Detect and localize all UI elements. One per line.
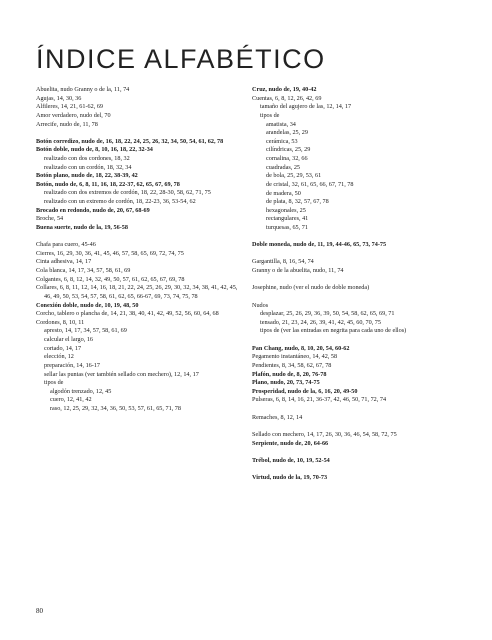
index-subentry: desplazar, 25, 26, 29, 36, 39, 50, 54, 58, 62, 65, 69, 71 [260,310,395,318]
index-entry: Cola blanca, 14, 17, 34, 57, 58, 61, 69 [36,267,131,275]
index-entry: Conexión doble, nudo de, 10, 19, 48, 50 [36,301,139,309]
index-spacer [252,405,467,414]
index-entry: Buena suerte, nudo de la, 19, 56-58 [36,223,128,231]
index-spacer [252,233,467,242]
index-entry: Abuelita, nudo Granny o de la, 11, 74 [36,86,130,93]
page-number: 80 [36,607,43,615]
index-entry: Pendientes, 8, 34, 58, 62, 67, 78 [252,361,332,369]
index-subentry: raso, 12, 25, 29, 32, 34, 36, 50, 53, 57, 61, 65, 71, 78 [50,405,181,413]
index-subentry: de cristal, 32, 61, 65, 66, 67, 71, 78 [266,180,354,188]
index-subentry: cortado, 14, 17 [44,344,82,352]
index-entry: Remaches, 8, 12, 14 [252,413,303,421]
index-subentry: realizado con un cordón, 18, 32, 34 [44,163,132,171]
index-subentry: turquesas, 65, 71 [266,224,308,231]
index-subentry: de bola, 25, 29, 53, 61 [266,172,322,180]
index-subentry: realizado con dos cordones, 18, 32 [44,154,130,162]
index-entry: Collares, 6, 8, 11, 12, 14, 16, 18, 21, 22, 24, 25, 26, 29, 30, 32, 34, 38, 41, 42, 45, 46, 49, 50, 53, 54, 57, 58, 61, 62, 65, 66-67, 69, 73, 74, 75, 78 [36,284,238,300]
index-entry: Cruz, nudo de, 19, 40-42 [252,86,317,93]
index-subentry: cornalina, 32, 66 [266,155,308,162]
index-entry: Prosperidad, nudo de la, 6, 16, 20, 49-50 [252,387,358,395]
index-entry: Amor verdadero, nudo del, 70 [36,111,111,119]
index-spacer [252,448,467,457]
index-spacer [252,336,467,345]
index-entry: Botón, nudo de, 6, 8, 11, 16, 18, 22-37, 62, 65, 67, 69, 78 [36,180,180,188]
index-entry: Arrecife, nudo de, 11, 78 [36,120,98,128]
index-subentry: cerámica, 53 [266,137,298,145]
index-entry: Broche, 54 [36,215,64,223]
index-entry: Josephine, nudo (ver el nudo de doble moneda) [252,284,370,292]
index-subentry: amatista, 34 [266,120,296,128]
index-entry: Plafón, nudo de, 8, 20, 76-78 [252,370,327,378]
page-title: ÍNDICE ALFABÉTICO [36,44,326,74]
index-subentry: tamaño del agujero de las, 12, 14, 17 [260,103,352,111]
index-entry: Botón plano, nudo de, 18, 22, 38-39, 42 [36,172,138,180]
index-entry: Gargantilla, 8, 16, 54, 74 [252,258,314,266]
index-entry: Plano, nudo, 20, 73, 74-75 [252,379,320,387]
index-subentry: tensado, 21, 23, 24, 26, 39, 41, 42, 45, 60, 70, 75 [260,318,381,326]
index-entry: Pegamento instantáneo, 14, 42, 58 [252,353,338,361]
index-subentry: cilíndricas, 25, 29 [266,146,311,154]
index-subentry: preparación, 14, 16-17 [44,361,101,369]
index-entry: Sellado con mechero, 14, 17, 26, 30, 36, 46, 54, 58, 72, 75 [252,430,397,438]
index-spacer [36,129,241,138]
index-entry: Virtud, nudo de la, 19, 70-73 [252,473,328,481]
index-entry: Botón corredizo, nudo de, 16, 18, 22, 24, 25, 26, 32, 34, 50, 54, 61, 62, 78 [36,137,224,145]
index-subentry: algodón trenzado, 12, 45 [50,387,112,395]
index-subentry: de plata, 8, 32, 57, 67, 78 [266,198,329,206]
index-entry: Botón doble, nudo de, 8, 10, 16, 18, 22, 32-34 [36,146,153,154]
index-spacer [252,465,467,474]
index-entry: Colgantes, 6, 8, 12, 14, 32, 49, 50, 57, 61, 62, 65, 67, 69, 78 [36,275,185,283]
index-subentry: de madera, 50 [266,189,301,197]
index-subentry: arandelas, 25, 29 [266,129,308,137]
index-entry: Corcho, tablero o plancha de, 14, 21, 38, 40, 41, 42, 49, 52, 56, 60, 64, 68 [36,310,219,318]
index-entry: Pan Chang, nudo, 8, 10, 20, 54, 60-62 [252,344,350,352]
index-subentry: sellar las puntas (ver también sellado con mechero), 12, 14, 17 [44,370,199,378]
index-column-left [36,86,241,414]
index-subentry: calcular el largo, 16 [44,336,94,344]
index-subentry: tipos de [44,379,64,387]
index-entry: Alfileres, 14, 21, 61-62, 69 [36,103,104,111]
index-entry: Nudos [252,301,269,309]
index-spacer [252,250,467,259]
index-subentry: apresto, 14, 17, 34, 57, 58, 61, 69 [44,327,127,335]
index-entry: Cuentas, 6, 8, 12, 26, 42, 69 [252,94,322,102]
index-spacer [252,422,467,431]
index-entry: Pulseras, 6, 8, 14, 16, 21, 36-37, 42, 46, 50, 71, 72, 74 [252,396,387,404]
index-column-right [252,86,467,483]
index-subentry: tipos de [260,111,280,119]
index-subentry: cuero, 12, 41, 42 [50,396,92,404]
index-entry: Serpiente, nudo de, 20, 64-66 [252,439,329,447]
index-entry: Cierres, 16, 29, 30, 36, 41, 45, 46, 57, 58, 65, 69, 72, 74, 75 [36,249,184,257]
index-spacer [252,293,467,302]
index-entry: Brocado en redondo, nudo de, 20, 67, 68-69 [36,206,150,214]
index-entry: Agujas, 14, 30, 36 [36,94,82,102]
index-subentry: cuadradas, 25 [266,163,301,171]
index-entry: Granny o de la abuelita, nudo, 11, 74 [252,267,344,275]
index-entry: Chafa para cuero, 45-46 [36,241,96,249]
index-spacer [36,233,241,242]
index-entry: Cordones, 8, 10, 11 [36,318,85,326]
index-entry: Cinta adhesiva, 14, 17 [36,258,92,266]
index-entry: Doble moneda, nudo de, 11, 19, 44-46, 65, 73, 74-75 [252,241,387,249]
index-subentry: realizado con dos extremos de cordón, 18, 22, 28-30, 58, 62, 71, 75 [44,189,211,197]
index-entry: Trébol, nudo de, 10, 19, 52-54 [252,456,330,464]
index-subentry: tipos de (ver las entradas en negrita para cada uno de ellos) [260,327,407,335]
index-subentry: elección, 12 [44,353,74,361]
index-spacer [252,276,467,285]
index-subentry: realizado con un extremo de cordón, 18, 22-23, 36, 53-54, 62 [44,198,196,206]
index-subentry: rectangulares, 41 [266,215,309,223]
index-subentry: hexagonales, 25 [266,206,306,214]
